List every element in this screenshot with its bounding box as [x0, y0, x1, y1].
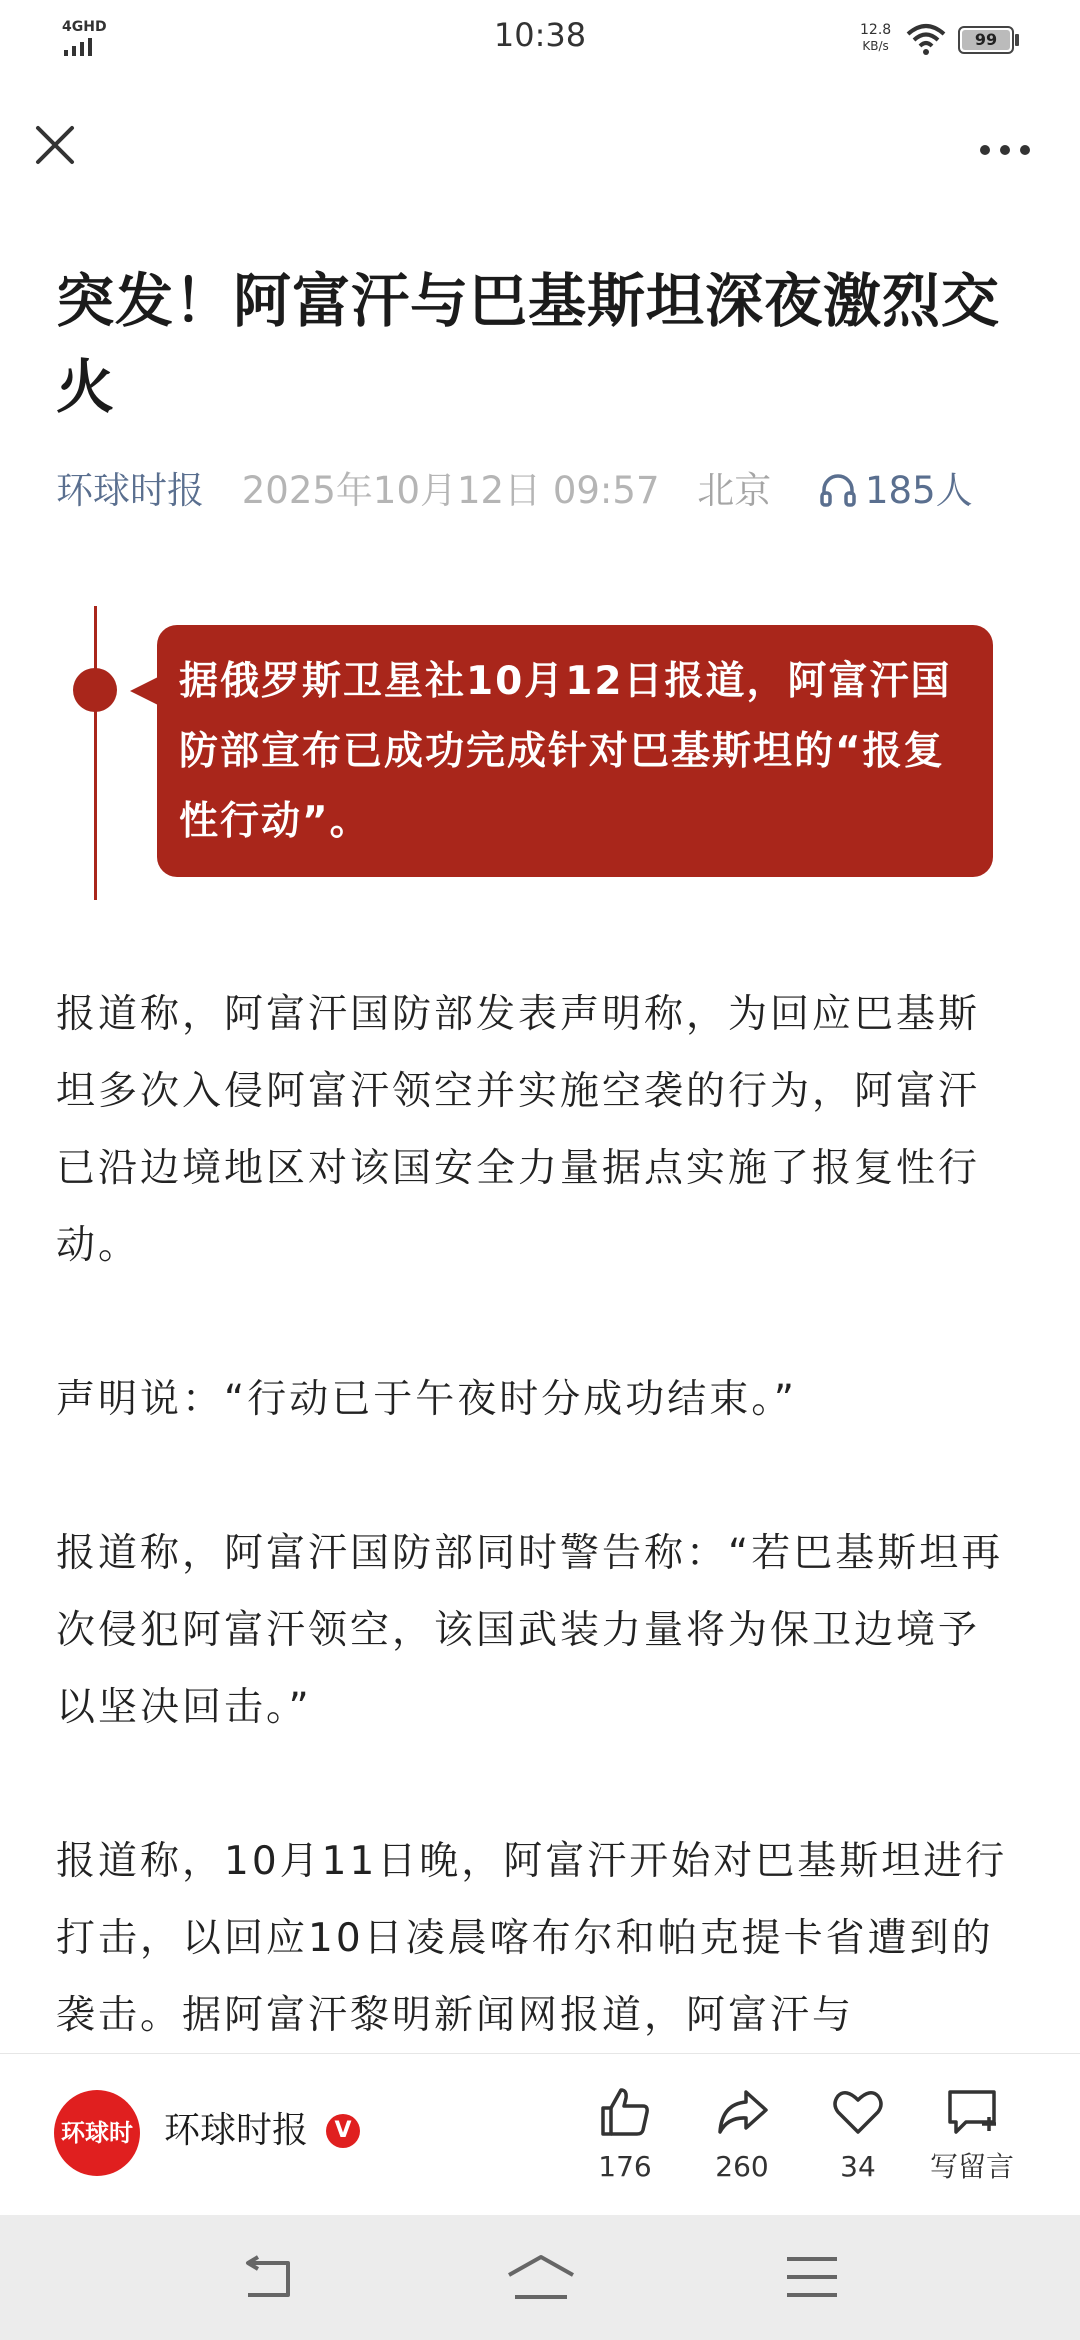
close-icon — [30, 120, 80, 170]
share-icon — [714, 2084, 770, 2140]
home-icon[interactable] — [505, 2253, 577, 2303]
listen-button[interactable] — [819, 469, 973, 512]
comment-icon — [944, 2084, 1000, 2140]
article-city: 北京 — [697, 469, 772, 512]
quote-pointer — [130, 677, 158, 705]
article-source[interactable]: 环球时报 — [56, 469, 204, 512]
system-nav-bar — [0, 2215, 1080, 2340]
publisher-name[interactable]: 环球时报 — [164, 2110, 309, 2151]
more-options-button[interactable] — [975, 130, 1035, 170]
timeline-dot — [73, 668, 117, 712]
summary-quote: 据俄罗斯卫星社10月12日报道，阿富汗国防部宣布已成功完成针对巴基斯坦的“报复性行动”。 — [157, 625, 993, 877]
favorite-count: 34 — [840, 2150, 876, 2183]
network-speed — [860, 22, 891, 54]
listener-count: 185人 — [865, 469, 973, 512]
article-title: 突发！阿富汗与巴基斯坦深夜激烈交火 — [56, 267, 1001, 421]
headphones-icon — [819, 471, 857, 509]
back-icon[interactable] — [238, 2253, 298, 2303]
network-type: 4GHD — [62, 19, 107, 35]
comment-button[interactable] — [922, 2084, 1022, 2184]
publisher-logo[interactable]: 环球时 — [54, 2090, 140, 2176]
verified-badge: V — [326, 2114, 360, 2148]
favorite-button[interactable] — [808, 2084, 908, 2184]
menu-icon[interactable] — [785, 2253, 839, 2303]
more-icon — [975, 130, 1035, 170]
network-speed-unit: KB/s — [862, 39, 889, 53]
timeline-line — [94, 606, 97, 900]
article-paragraph: 报道称，阿富汗国防部同时警告称：“若巴基斯坦再次侵犯阿富汗领空，该国武装力量将为保卫边境予以坚决回击。” — [56, 1531, 1004, 1730]
battery-tip — [1015, 34, 1019, 46]
share-button[interactable] — [692, 2084, 792, 2184]
status-time: 10:38 — [493, 16, 587, 54]
article-meta — [56, 463, 973, 519]
status-bar — [0, 0, 1080, 80]
like-count: 176 — [598, 2150, 652, 2183]
battery-indicator — [958, 26, 1014, 54]
network-speed-value: 12.8 — [860, 22, 892, 38]
wifi-icon — [906, 22, 946, 56]
article-paragraph: 报道称，阿富汗国防部发表声明称，为回应巴基斯坦多次入侵阿富汗领空并实施空袭的行为，阿富汗已沿边境地区对该国安全力量据点实施了报复性行动。 — [56, 992, 981, 1268]
share-count: 260 — [715, 2150, 769, 2183]
comment-label: 写留言 — [929, 2150, 1014, 2183]
heart-icon — [830, 2084, 886, 2140]
like-button[interactable] — [575, 2084, 675, 2184]
article-date: 2025年10月12日 09:57 — [241, 469, 660, 512]
bottom-action-bar — [0, 2053, 1080, 2216]
article-paragraph: 声明说：“行动已于午夜时分成功结束。” — [56, 1377, 797, 1422]
article-paragraph: 报道称，10月11日晚，阿富汗开始对巴基斯坦进行打击，以回应10日凌晨喀布尔和帕克提卡省遭到的袭击。据阿富汗黎明新闻网报道，阿富汗与 — [56, 1839, 1008, 2038]
article-body — [56, 976, 1016, 2131]
thumbs-up-icon — [597, 2084, 653, 2140]
battery-level: 99 — [962, 30, 1010, 50]
close-button[interactable] — [30, 120, 80, 170]
